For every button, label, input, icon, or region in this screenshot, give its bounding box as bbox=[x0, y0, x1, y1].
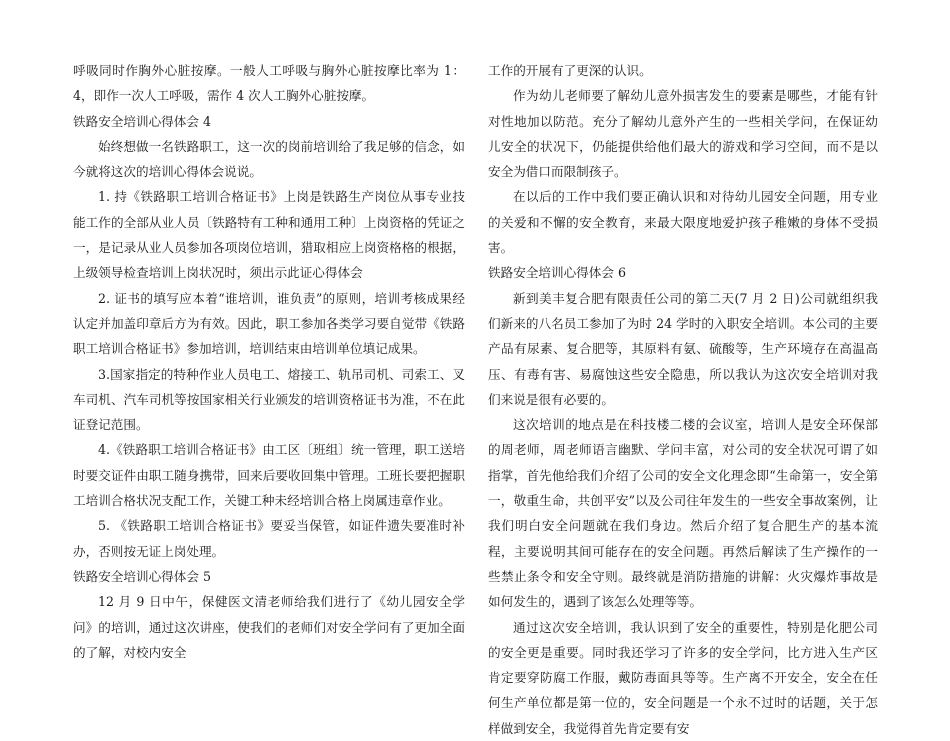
paragraph: 工作的开展有了更深的认识。 bbox=[488, 63, 652, 78]
paragraph: 这次培训的地点是在科技楼二楼的会议室，培训人是安全环保部的周老师，周老师语言幽默、学问丰富，对公司的安全状况可谓了如指掌，首先他给我们介绍了公司的安全文化理念即“生命第一，安全第一，敬重生命，共创平安”以及公司往年发生的一些安全事故案例，让我们明白安全问题就在我们身边。然后介绍了复合肥生产的基本流程，主要说明其间可能存在的安全问题。再然后解读了生产操作的一些禁止条令和安全守则。最终就是消防措施的讲解：火灾爆炸事故是如何发生的，遇到了该怎么处理等等。 bbox=[488, 417, 878, 610]
paragraph: 新到美丰复合肥有限责任公司的第二天(7 月 2 日)公司就组织我们新来的八名员工参加了为时 24 学时的入职安全培训。本公司的主要产品有尿素、复合肥等，其原料有氨、硫酸等，生产环境存在高温高压、有毒有害、易腐蚀这些安全隐患，所以我认为这次安全培训对我们来说是很有必要的。 bbox=[488, 290, 878, 407]
section-heading: 铁路安全培训心得体会 5 bbox=[73, 568, 211, 584]
section-heading: 铁路安全培训心得体会 4 bbox=[73, 113, 211, 129]
paragraph: 呼吸同时作胸外心脏按摩。一般人工呼吸与胸外心脏按摩比率为 1：4，即作一次人工呼吸，需作 4 次人工胸外心脏按摩。 bbox=[73, 63, 465, 104]
paragraph: 12 月 9 日中午，保健医文清老师给我们进行了《幼儿园安全学问》的培训，通过这次讲座，使我们的老师们对安全学问有了更加全面的了解，对校内安全 bbox=[73, 594, 465, 660]
paragraph: 1. 持《铁路职工培训合格证书》上岗是铁路生产岗位从事专业技能工作的全部从业人员〔铁路特有工种和通用工种〕上岗资格的凭证之一，是记录从业人员参加各项岗位培训，猎取相应上岗资格格的根据，上级领导检查培训上岗状况时，须出示此证心得体会 bbox=[73, 189, 465, 281]
paragraph: 3.国家指定的特种作业人员电工、熔接工、轨吊司机、司索工、叉车司机、汽车司机等按国家相关行业颁发的培训资格证书为准，不在此证登记范围。 bbox=[73, 366, 465, 433]
paragraph: 通过这次安全培训，我认识到了安全的重要性，特别是化肥公司的安全更是重要。同时我还学习了许多的安全学问，比方进入生产区肯定要穿防腐工作服，戴防毒面具等等。生产离不开安全，安全在任何生产单位都是第一位的，安全问题是一个永不过时的话题，关于怎样做到安全，我觉得首先肯定要有安 bbox=[488, 619, 878, 736]
paragraph: 4.《铁路职工培训合格证书》由工区〔班组〕统一管理，职工送培时要交证件由职工随身携带，回来后要收回集中管理。工班长要把握职工培训合格状况支配工作，关键工种未经培训合格上岗属违章作业。 bbox=[73, 442, 465, 509]
paragraph: 作为幼儿老师要了解幼儿意外损害发生的要素是哪些，才能有针对性地加以防范。充分了解幼儿意外产生的一些相关学问，在保证幼儿安全的状况下，仍能提供给他们最大的游戏和学习空间，而不是以安全为借口而限制孩子。 bbox=[488, 88, 878, 180]
right-column bbox=[488, 58, 878, 741]
section-heading: 铁路安全培训心得体会 6 bbox=[488, 265, 626, 281]
left-column bbox=[73, 58, 465, 665]
paragraph: 2. 证书的填写应本着“谁培训，谁负责”的原则，培训考核成果经认定并加盖印章后方为有效。因此，职工参加各类学习要自觉带《铁路职工培训合格证书》参加培训，培训结束由培训单位填记成果。 bbox=[73, 290, 465, 357]
paragraph: 始终想做一名铁路职工，这一次的岗前培训给了我足够的信念，如今就将这次的培训心得体会说说。 bbox=[73, 138, 465, 180]
paragraph: 5. 《铁路职工培训合格证书》要妥当保管，如证件遗失要准时补办，否则按无证上岗处理。 bbox=[73, 518, 465, 559]
paragraph: 在以后的工作中我们要正确认识和对待幼儿园安全问题，用专业的关爱和不懈的安全教育，来最大限度地爱护孩子稚嫩的身体不受损害。 bbox=[488, 189, 878, 256]
